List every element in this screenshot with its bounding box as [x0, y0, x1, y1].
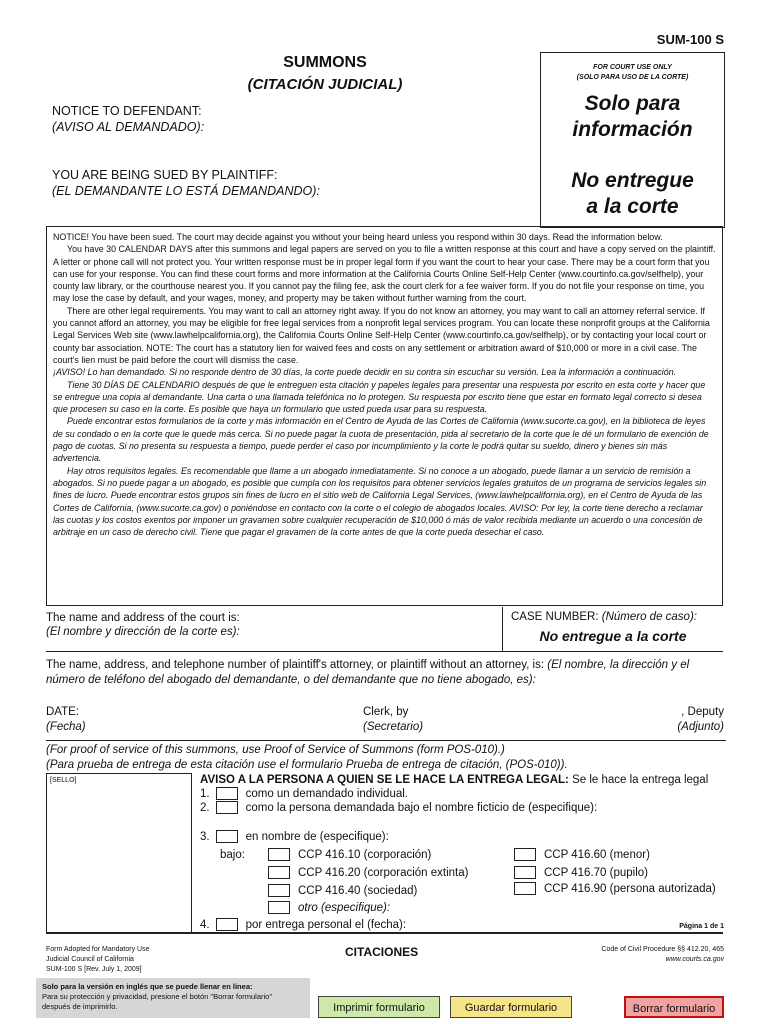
no-deliver-2: a la corte [586, 195, 679, 218]
date-label: DATE: [46, 706, 80, 718]
option-3-checkbox[interactable] [216, 830, 238, 843]
page-number: Página 1 de 1 [679, 923, 724, 930]
no-deliver-1: No entregue [571, 169, 694, 192]
ccp-other-checkbox[interactable] [268, 901, 290, 914]
deputy-label: , Deputy [681, 706, 724, 718]
court-use-label-es: (SOLO PARA USO DE LA CORTE) [576, 74, 689, 81]
ccp-3-checkbox[interactable] [268, 884, 290, 897]
footer-center: CITACIONES [345, 945, 419, 959]
ccp-2-checkbox[interactable] [268, 866, 290, 879]
attorney-field[interactable] [46, 658, 726, 688]
ccp-3: CCP 416.40 (sociedad) [262, 884, 417, 898]
notice-defendant-en: NOTICE TO DEFENDANT: [52, 104, 202, 118]
proof-of-service [46, 740, 726, 773]
deputy-label-es: (Adjunto) [677, 721, 724, 733]
ccp-4-checkbox[interactable] [514, 848, 536, 861]
clear-form-button[interactable]: Borrar formulario [624, 996, 724, 1018]
proof-en: (For proof of service of this summons, use Proof of Service of Summons (form POS-010).) [46, 744, 505, 756]
notice-p7: Hay otros requisitos legales. Es recomendable que llame a un abogado inmediatamente. Si no conoce a un abogado, puede llamar a un servicio de remisión a abogados. Si no puede pagar a un abogado, es posible que cumpla con los requisitos para obtener servicios legales gratuitos de un programa de servicios legales sin fines de lucro. Puede encontrar estos grupos sin fines de lucro en el sitio web de California Legal Services, (www.lawhelpcalifornia.org), en el Centro de Ayuda de las Cortes de California, (www.sucorte.ca.gov) o poniéndose en contacto con la corte o el colegio de abogados locales. AVISO: Por ley, la corte tiene derecho a reclamar las cuotas y los costos exentos por imponer un gravamen sobre cualquier recuperación de $10,000 ó más de valor recibida mediante un acuerdo o una concesión de arbitraje en un caso de derecho civil. Tiene que pagar el gravamen de la corte antes de que la corte pueda desechar el caso. [53, 465, 707, 538]
info-only-2: información [572, 118, 693, 141]
sued-by-plaintiff [52, 167, 320, 199]
seal-box [46, 773, 192, 933]
notice-box [46, 226, 723, 606]
sued-by-en: YOU ARE BEING SUED BY PLAINTIFF: [52, 168, 278, 182]
attorney-label: The name, address, and telephone number of plaintiff's attorney, or plaintiff without an attorney, is: [46, 659, 545, 671]
aviso-header: AVISO A LA PERSONA A QUIEN SE LE HACE LA ENTREGA LEGAL: Se le hace la entrega legal [200, 774, 709, 786]
court-use-box [540, 52, 725, 228]
option-4-checkbox[interactable] [216, 918, 238, 931]
option-2-checkbox[interactable] [216, 801, 238, 814]
notice-defendant-es: (AVISO AL DEMANDADO): [52, 120, 205, 134]
notice-p1: NOTICE! You have been sued. The court may decide against you without your being heard unless you respond within 30 days. Read the information below. [53, 232, 663, 242]
subtitle-text: (CITACIÓN JUDICIAL) [247, 76, 403, 93]
ccp-1-checkbox[interactable] [268, 848, 290, 861]
case-nodeliver: No entregue a la corte [539, 628, 687, 644]
footer-right: Code of Civil Procedure §§ 412.20, 465 www.courts.ca.gov [601, 946, 724, 963]
sued-by-es: (EL DEMANDANTE LO ESTÁ DEMANDANDO): [52, 184, 320, 198]
ccp-2: CCP 416.20 (corporación extinta) [262, 866, 468, 880]
notice-p2: You have 30 CALENDAR DAYS after this summons and legal papers are served on you to file a written response at this court and have a copy served on the plaintiff. A letter or phone call will not protect you. Your written response must be in proper legal form if you want the court to hear your case. There may be a court form that you can use for your response. You can find these court forms and more information at the California Courts Online Self-Help Center (www.courtinfo.ca.gov/selfhelp), your county law library, or the courthouse nearest you. If you cannot pay the filing fee, ask the court clerk for a fee waiver form. If you do not file your response on time, you may lose the case by default, and your wages, money, and property may be taken without further warning from the court. [53, 244, 716, 304]
print-notice-bar: Solo para la versión en inglés que se puede llenar en línea: Para su protección y privacidad, presione el botón "Borrar formulario" después de imprimirlo. [36, 978, 310, 1018]
seal-label: [SELLO] [50, 777, 77, 784]
court-name-label-es: (El nombre y dirección de la corte es): [46, 626, 240, 638]
court-use-label: FOR COURT USE ONLY [593, 64, 672, 71]
date-field[interactable] [46, 705, 86, 735]
ccp-5-checkbox[interactable] [514, 866, 536, 879]
clerk-label: Clerk, by [363, 706, 409, 718]
option-2: 2. como la persona demandada bajo el nombre ficticio de (especifique): [200, 802, 598, 814]
footer-divider [46, 932, 723, 934]
form-title [200, 54, 450, 93]
save-form-button[interactable]: Guardar formulario [450, 996, 572, 1018]
court-name-label: The name and address of the court is: [46, 612, 240, 624]
notice-p4: ¡AVISO! Lo han demandado. Si no responde dentro de 30 días, la corte puede decidir en su contra sin escuchar su versión. Lea la información a continuación. [53, 367, 677, 378]
notice-p5: Tiene 30 DÍAS DE CALENDARIO después de que le entreguen esta citación y papeles legales para presentar una respuesta por escrito en esta corte y hacer que se entregue una copia al demandante. Una carta o una llamada telefónica no lo protegen. Su respuesta por escrito tiene que estar en formato legal correcto si desea que procesen su caso en la corte. Es posible que haya un formulario que usted pueda usar para su respuesta. [53, 379, 706, 415]
date-label-es: (Fecha) [46, 721, 86, 733]
form-id: SUM-100 S [656, 32, 724, 47]
info-only-1: Solo para [584, 92, 681, 115]
ccp-5: CCP 416.70 (pupilo) [508, 866, 648, 880]
bajo-label: bajo: [220, 849, 245, 861]
clerk-field[interactable] [363, 705, 423, 735]
option-1: 1. como un demandado individual. [200, 788, 408, 800]
notice-p3: There are other legal requirements. You may want to call an attorney right away. If you do not know an attorney, you may want to call an attorney referral service. If you cannot afford an attorney, you may be eligible for free legal services from a nonprofit legal services program. You can locate these nonprofit groups at the California Legal Services Web site (www.lawhelpcalifornia.org), the California Courts Online Self-Help Center (www.courtinfo.ca.gov/selfhelp), or by contacting your local court or county bar association. NOTE: The court has a statutory lien for waived fees and costs on any settlement or arbitration award of $10,000 or more in a civil case. The court's lien must be paid before the court will dismiss the case. [53, 305, 710, 365]
ccp-6-checkbox[interactable] [514, 882, 536, 895]
court-name-field[interactable] [46, 611, 501, 639]
print-form-button[interactable]: Imprimir formulario [318, 996, 440, 1018]
option-3: 3. en nombre de (especifique): [200, 831, 389, 843]
case-number-field[interactable] [502, 607, 723, 651]
clerk-label-es: (Secretario) [363, 721, 424, 733]
proof-es: (Para prueba de entrega de esta citación use el formulario Prueba de entrega de citación, (POS-010)). [46, 759, 568, 771]
court-case-row [46, 607, 723, 652]
notice-p6: Puede encontrar estos formularios de la corte y más información en el Centro de Ayuda de las Cortes de California (www.sucorte.ca.gov), en la biblioteca de leyes de su condado o en la corte que le quede más cerca. Si no puede pagar la cuota de presentación, pida al secretario de la corte que le dé un formulario de exención de pago de cuotas. Si no presenta su respuesta a tiempo, puede perder el caso por incumplimiento y la corte le podrá quitar su sueldo, dinero y bienes sin más advertencia. [53, 416, 709, 464]
option-1-checkbox[interactable] [216, 787, 238, 800]
title-text: SUMMONS [283, 54, 367, 71]
case-number-label: CASE NUMBER: (Número de caso): [511, 611, 697, 623]
footer-left: Form Adopted for Mandatory Use Judicial Council of California SUM-100 S [Rev. July 1, 2009] [46, 946, 150, 973]
ccp-1: CCP 416.10 (corporación) [262, 848, 431, 862]
attorney-label-es: (El nombre, la dirección y el número de teléfono del abogado del demandante, o del demandante que no tiene abogado, es): [46, 659, 690, 686]
deputy-field[interactable] [677, 705, 724, 735]
ccp-other: otro (especifique): [262, 901, 390, 915]
ccp-6: CCP 416.90 (persona autorizada) [508, 882, 716, 896]
ccp-4: CCP 416.60 (menor) [508, 848, 650, 862]
option-4: 4. por entrega personal el (fecha): [200, 919, 407, 931]
notice-to-defendant [52, 103, 204, 135]
